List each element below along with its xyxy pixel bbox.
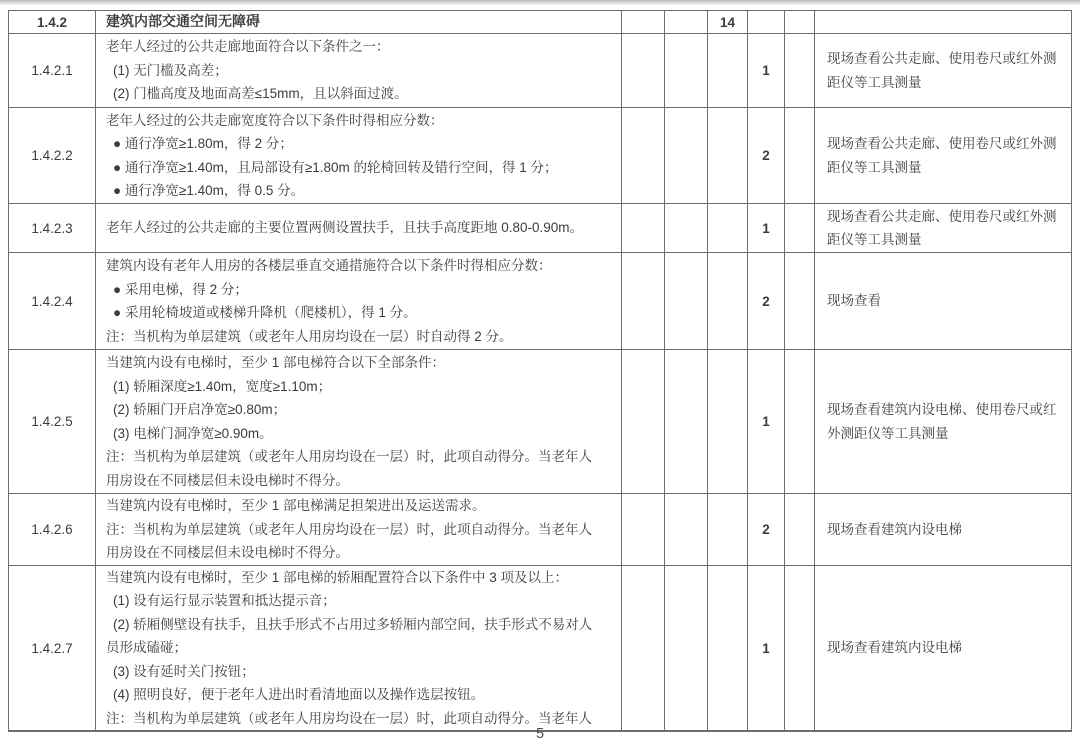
table-row bbox=[9, 204, 1071, 253]
empty-cell bbox=[622, 350, 665, 493]
section-id: 1.4.2 bbox=[9, 11, 96, 33]
empty-cell bbox=[665, 34, 708, 107]
table-body bbox=[9, 34, 1071, 730]
table-row bbox=[9, 566, 1071, 730]
empty-cell bbox=[622, 253, 665, 349]
empty-cell bbox=[622, 108, 665, 203]
criteria-line: 员形成磕碰； bbox=[106, 640, 187, 656]
empty-cell bbox=[665, 108, 708, 203]
row-id: 1.4.2.3 bbox=[9, 204, 96, 252]
row-method: 现场查看公共走廊、使用卷尺或红外测距仪等工具测量 bbox=[827, 51, 1057, 90]
criteria-line: (3) 设有延时关门按钮； bbox=[113, 663, 255, 679]
criteria-line: (1) 设有运行显示装置和抵达提示音； bbox=[113, 593, 336, 609]
row-criteria bbox=[96, 350, 622, 493]
section-header-row bbox=[9, 11, 1071, 34]
criteria-line: 用房设在不同楼层但未设电梯时不得分。 bbox=[106, 472, 349, 488]
subtotal-cell bbox=[708, 350, 748, 493]
row-method: 现场查看公共走廊、使用卷尺或红外测距仪等工具测量 bbox=[827, 136, 1057, 175]
section-total-score: 14 bbox=[708, 11, 748, 33]
criteria-line: 建筑内设有老年人用房的各楼层垂直交通措施符合以下条件时得相应分数： bbox=[106, 258, 552, 273]
row-score: 2 bbox=[748, 108, 785, 203]
criteria-line: 老年人经过的公共走廊宽度符合以下条件时得相应分数： bbox=[106, 112, 444, 128]
row-method: 现场查看建筑内设电梯、使用卷尺或红外测距仪等工具测量 bbox=[827, 402, 1057, 441]
criteria-line: 用房设在不同楼层但未设电梯时不得分。 bbox=[106, 545, 349, 561]
row-score: 2 bbox=[748, 494, 785, 565]
criteria-line: (2) 门槛高度及地面高差≤15mm，且以斜面过渡。 bbox=[113, 86, 408, 102]
row-criteria bbox=[96, 204, 622, 252]
subtotal-cell bbox=[708, 204, 748, 252]
row-id: 1.4.2.4 bbox=[9, 253, 96, 349]
row-method: 现场查看建筑内设电梯 bbox=[827, 521, 962, 537]
criteria-line: ● 通行净宽≥1.40m，得 0.5 分。 bbox=[113, 183, 305, 198]
row-method: 现场查看建筑内设电梯 bbox=[827, 640, 962, 656]
empty-cell bbox=[665, 350, 708, 493]
empty-cell bbox=[785, 494, 815, 565]
criteria-line: (2) 轿厢侧壁设有扶手，且扶手形式不占用过多轿厢内部空间，扶手形式不易对人 bbox=[113, 616, 593, 632]
empty-cell bbox=[785, 350, 815, 493]
section-title-cell bbox=[96, 11, 622, 33]
criteria-line: (1) 轿厢深度≥1.40m，宽度≥1.10m； bbox=[113, 378, 332, 394]
row-id: 1.4.2.5 bbox=[9, 350, 96, 493]
row-method: 现场查看 bbox=[827, 293, 881, 309]
section-title: 建筑内部交通空间无障碍 bbox=[106, 13, 260, 30]
empty-cell bbox=[665, 253, 708, 349]
empty-cell bbox=[785, 204, 815, 252]
empty-cell bbox=[622, 204, 665, 252]
row-score: 2 bbox=[748, 253, 785, 349]
table-row bbox=[9, 350, 1071, 494]
subtotal-cell bbox=[708, 253, 748, 349]
row-criteria bbox=[96, 494, 622, 565]
table-row bbox=[9, 494, 1071, 566]
criteria-line: (1) 无门槛及高差； bbox=[113, 62, 228, 78]
criteria-line: 注：当机构为单层建筑（或老年人用房均设在一层）时，此项自动得分。当老年人 bbox=[106, 449, 592, 464]
row-id: 1.4.2.6 bbox=[9, 494, 96, 565]
row-method: 现场查看公共走廊、使用卷尺或红外测距仪等工具测量 bbox=[827, 208, 1057, 247]
empty-cell bbox=[622, 494, 665, 565]
empty-cell bbox=[785, 253, 815, 349]
empty-cell bbox=[815, 11, 1071, 33]
criteria-line: ● 通行净宽≥1.80m，得 2 分； bbox=[113, 136, 293, 151]
criteria-line: 当建筑内设有电梯时，至少 1 部电梯满足担架进出及运送需求。 bbox=[106, 498, 486, 514]
row-criteria bbox=[96, 566, 622, 730]
criteria-line: (2) 轿厢门开启净宽≥0.80m； bbox=[113, 402, 287, 417]
subtotal-cell bbox=[708, 34, 748, 107]
criteria-line: 当建筑内设有电梯时，至少 1 部电梯符合以下全部条件： bbox=[106, 355, 446, 370]
empty-cell bbox=[665, 204, 708, 252]
criteria-line: 注：当机构为单层建筑（或老年人用房均设在一层）时自动得 2 分。 bbox=[106, 328, 513, 344]
empty-cell bbox=[665, 566, 708, 730]
criteria-line: 老年人经过的公共走廊的主要位置两侧设置扶手，且扶手高度距地 0.80-0.90m。 bbox=[106, 220, 584, 236]
row-criteria bbox=[96, 253, 622, 349]
row-id: 1.4.2.2 bbox=[9, 108, 96, 203]
empty-cell bbox=[785, 566, 815, 730]
row-criteria bbox=[96, 34, 622, 107]
page-top-edge bbox=[0, 0, 1080, 5]
row-id: 1.4.2.1 bbox=[9, 34, 96, 107]
empty-cell bbox=[622, 566, 665, 730]
empty-cell bbox=[622, 11, 665, 33]
empty-cell bbox=[622, 34, 665, 107]
empty-cell bbox=[665, 494, 708, 565]
row-score: 1 bbox=[748, 34, 785, 107]
subtotal-cell bbox=[708, 566, 748, 730]
criteria-line: (3) 电梯门洞净宽≥0.90m。 bbox=[113, 425, 273, 441]
empty-cell bbox=[748, 11, 785, 33]
empty-cell bbox=[785, 108, 815, 203]
criteria-line: ● 采用轮椅坡道或楼梯升降机（爬楼机），得 1 分。 bbox=[113, 305, 417, 320]
criteria-line: 注：当机构为单层建筑（或老年人用房均设在一层）时，此项自动得分。当老年人 bbox=[106, 521, 592, 537]
table-row bbox=[9, 253, 1071, 350]
criteria-line: 注：当机构为单层建筑（或老年人用房均设在一层）时，此项自动得分。当老年人 bbox=[106, 710, 592, 726]
assessment-table bbox=[8, 10, 1072, 732]
criteria-line: 老年人经过的公共走廊地面符合以下条件之一： bbox=[106, 39, 390, 55]
criteria-line: ● 采用电梯，得 2 分； bbox=[113, 281, 248, 297]
table-row bbox=[9, 108, 1071, 204]
table-row bbox=[9, 34, 1071, 108]
empty-cell bbox=[785, 11, 815, 33]
criteria-line: 当建筑内设有电梯时，至少 1 部电梯的轿厢配置符合以下条件中 3 项及以上： bbox=[106, 569, 569, 585]
row-criteria bbox=[96, 108, 622, 203]
criteria-line: (4) 照明良好，便于老年人进出时看清地面以及操作选层按钮。 bbox=[113, 687, 485, 703]
row-score: 1 bbox=[748, 350, 785, 493]
criteria-line: ● 通行净宽≥1.40m，且局部设有≥1.80m 的轮椅回转及错行空间，得 1 分； bbox=[113, 159, 558, 175]
row-score: 1 bbox=[748, 204, 785, 252]
row-id: 1.4.2.7 bbox=[9, 566, 96, 730]
row-score: 1 bbox=[748, 566, 785, 730]
page-number: 5 bbox=[535, 726, 545, 742]
subtotal-cell bbox=[708, 494, 748, 565]
empty-cell bbox=[785, 34, 815, 107]
subtotal-cell bbox=[708, 108, 748, 203]
empty-cell bbox=[665, 11, 708, 33]
